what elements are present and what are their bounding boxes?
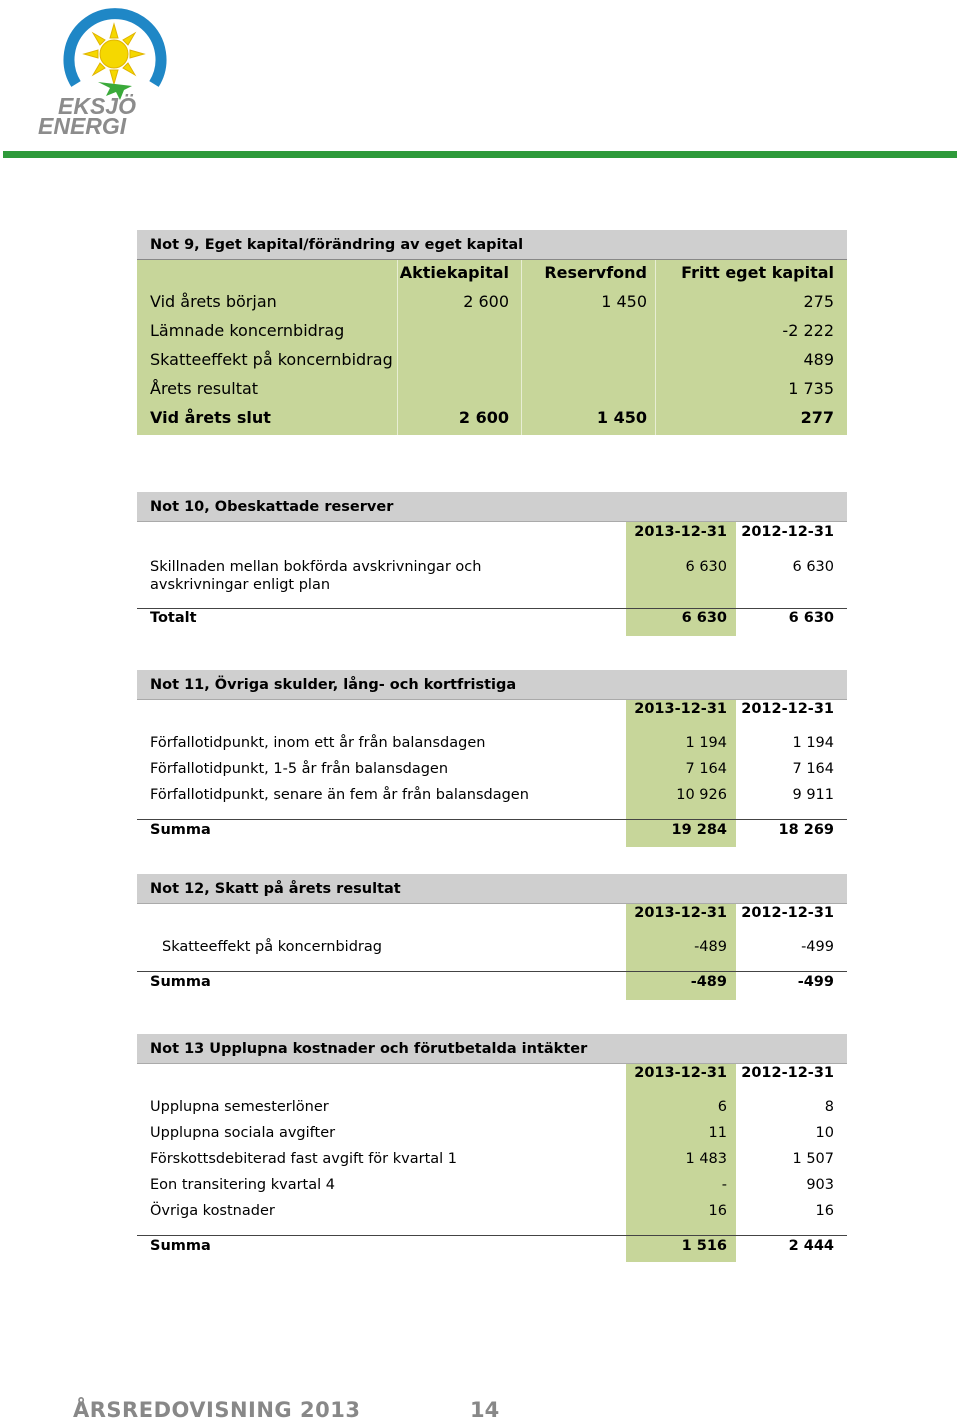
- total-divider: [137, 1235, 847, 1236]
- note-10-table: [137, 492, 847, 636]
- row-label: Summa: [150, 974, 211, 990]
- column-header: 2013-12-31: [634, 905, 727, 921]
- cell-value: 11: [708, 1125, 727, 1141]
- total-divider: [137, 608, 847, 609]
- column-header: 2013-12-31: [634, 1065, 727, 1081]
- column-header: Fritt eget kapital: [681, 263, 834, 282]
- cell-value: 1 516: [681, 1238, 727, 1254]
- column-divider: [521, 260, 522, 435]
- cell-value: 1 483: [685, 1151, 727, 1167]
- row-label: Vid årets slut: [150, 408, 271, 427]
- cell-value: -489: [694, 939, 727, 955]
- row-label: Förfallotidpunkt, senare än fem år från balansdagen: [150, 787, 529, 803]
- total-divider: [137, 971, 847, 972]
- cell-value: 16: [815, 1203, 834, 1219]
- page-number: 14: [470, 1398, 500, 1422]
- cell-value: 275: [803, 292, 834, 311]
- column-header: 2012-12-31: [741, 524, 834, 540]
- note-11-title: Not 11, Övriga skulder, lång- och kortfristiga: [137, 670, 847, 700]
- row-label: Skillnaden mellan bokförda avskrivningar och avskrivningar enligt plan: [150, 559, 482, 593]
- cell-value: 10: [815, 1125, 834, 1141]
- cell-value: 7 164: [685, 761, 727, 777]
- column-header: 2013-12-31: [634, 524, 727, 540]
- column-header: Aktiekapital: [399, 263, 509, 282]
- eksjo-energi-logo-icon: [36, 2, 186, 138]
- note-9-table: [137, 230, 847, 435]
- cell-value: 1 450: [601, 292, 647, 311]
- row-label: Summa: [150, 1238, 211, 1254]
- row-label: Lämnade koncernbidrag: [150, 321, 345, 340]
- cell-value: -499: [801, 939, 834, 955]
- cell-value: 9 911: [792, 787, 834, 803]
- row-label: Eon transitering kvartal 4: [150, 1177, 335, 1193]
- row-label: Vid årets början: [150, 292, 277, 311]
- row-label: Årets resultat: [150, 379, 259, 398]
- column-header: 2012-12-31: [741, 701, 834, 717]
- logo-text-line1: EKSJÖ: [58, 93, 136, 119]
- row-label: Totalt: [150, 610, 197, 626]
- cell-value: -: [721, 1177, 727, 1193]
- row-label: Förfallotidpunkt, 1-5 år från balansdagen: [150, 761, 449, 777]
- cell-value: 10 926: [676, 787, 727, 803]
- note-10-title: Not 10, Obeskattade reserver: [137, 492, 847, 522]
- header-divider: [3, 151, 957, 158]
- row-label: Summa: [150, 822, 211, 838]
- cell-value: 6 630: [788, 610, 834, 626]
- company-logo: [36, 2, 186, 138]
- cell-value: 2 600: [458, 408, 509, 427]
- cell-value: 489: [803, 350, 834, 369]
- cell-value: 6 630: [681, 610, 727, 626]
- logo-text-line2: ENERGI: [38, 113, 127, 138]
- cell-value: 2 600: [463, 292, 509, 311]
- row-label: Upplupna semesterlöner: [150, 1099, 329, 1115]
- cell-value: 6: [717, 1099, 727, 1115]
- cell-value: 19 284: [671, 822, 727, 838]
- column-header: 2012-12-31: [741, 905, 834, 921]
- cell-value: 903: [806, 1177, 834, 1193]
- note-13-table: [137, 1034, 847, 1262]
- column-divider: [397, 260, 398, 435]
- total-divider: [137, 819, 847, 820]
- cell-value: 277: [800, 408, 834, 427]
- column-divider: [655, 260, 656, 435]
- cell-value: 18 269: [778, 822, 834, 838]
- cell-value: 1 450: [596, 408, 647, 427]
- column-header: Reservfond: [544, 263, 647, 282]
- note-11-table: [137, 670, 847, 847]
- row-label: Förfallotidpunkt, inom ett år från balansdagen: [150, 735, 486, 751]
- row-label: Förskottsdebiterad fast avgift för kvartal 1: [150, 1151, 457, 1167]
- note-12-table: [137, 874, 847, 1000]
- cell-value: 6 630: [685, 559, 727, 575]
- cell-value: -2 222: [782, 321, 834, 340]
- row-label: Upplupna sociala avgifter: [150, 1125, 336, 1141]
- note-9-title: Not 9, Eget kapital/förändring av eget kapital: [137, 230, 847, 260]
- note-13-title: Not 13 Upplupna kostnader och förutbetalda intäkter: [137, 1034, 847, 1064]
- cell-value: 1 735: [788, 379, 834, 398]
- footer-title: ÅRSREDOVISNING 2013: [73, 1398, 361, 1422]
- column-header: 2012-12-31: [741, 1065, 834, 1081]
- cell-value: 1 194: [685, 735, 727, 751]
- cell-value: 1 194: [792, 735, 834, 751]
- cell-value: 2 444: [788, 1238, 834, 1254]
- cell-value: -489: [690, 974, 727, 990]
- cell-value: 6 630: [792, 559, 834, 575]
- cell-value: 1 507: [792, 1151, 834, 1167]
- note-12-title: Not 12, Skatt på årets resultat: [137, 874, 847, 904]
- cell-value: -499: [797, 974, 834, 990]
- cell-value: 8: [824, 1099, 834, 1115]
- cell-value: 7 164: [792, 761, 834, 777]
- column-header: 2013-12-31: [634, 701, 727, 717]
- cell-value: 16: [708, 1203, 727, 1219]
- row-label: Skatteeffekt på koncernbidrag: [162, 939, 382, 955]
- row-label: Övriga kostnader: [150, 1203, 275, 1219]
- row-label: Skatteeffekt på koncernbidrag: [150, 350, 393, 369]
